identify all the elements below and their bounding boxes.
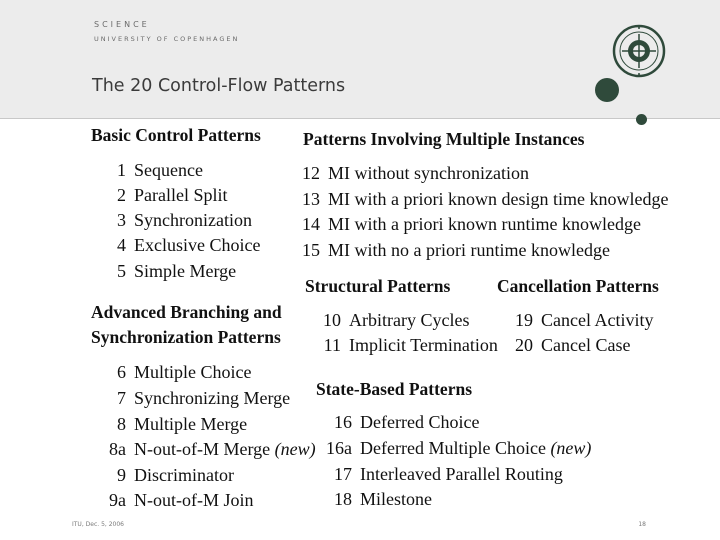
- list-item: 17 Interleaved Parallel Routing: [334, 464, 563, 484]
- list-item: 1 Sequence: [117, 160, 203, 180]
- list-item: 19 Cancel Activity: [515, 310, 654, 330]
- list-item: 16 Deferred Choice: [334, 412, 480, 432]
- list-item: 2 Parallel Split: [117, 185, 228, 205]
- list-item: 10 Arbitrary Cycles: [323, 310, 470, 330]
- list-item: 9a N-out-of-M Join: [109, 490, 254, 510]
- heading-advanced-line2: Synchronization Patterns: [91, 327, 281, 347]
- list-item: 6 Multiple Choice: [117, 362, 252, 382]
- heading-advanced-line1: Advanced Branching and: [91, 302, 282, 322]
- heading-basic: Basic Control Patterns: [91, 125, 261, 145]
- list-item: 13 MI with a priori known design time knowledge: [302, 189, 669, 209]
- slide-header: [0, 0, 720, 119]
- heading-cancellation: Cancellation Patterns: [497, 276, 659, 296]
- university-seal-icon: [612, 24, 666, 78]
- brand-line-university: UNIVERSITY OF COPENHAGEN: [94, 35, 240, 43]
- page-title: The 20 Control-Flow Patterns: [92, 76, 346, 96]
- list-item: 3 Synchronization: [117, 210, 252, 230]
- list-item: 7 Synchronizing Merge: [117, 388, 291, 408]
- list-item: 9 Discriminator: [117, 465, 234, 485]
- list-item: 14 MI with a priori known runtime knowledge: [302, 214, 641, 234]
- list-item: 18 Milestone: [334, 489, 432, 509]
- decorative-dot-small: [636, 114, 647, 125]
- new-tag: (new): [550, 438, 592, 458]
- footer-page-number: 18: [638, 521, 646, 528]
- list-item: 8 Multiple Merge: [117, 414, 248, 434]
- heading-state-based: State-Based Patterns: [316, 379, 473, 399]
- heading-structural: Structural Patterns: [305, 276, 451, 296]
- list-item: 5 Simple Merge: [117, 261, 237, 281]
- list-item: 4 Exclusive Choice: [117, 235, 261, 255]
- new-tag: (new): [274, 439, 316, 459]
- list-item: 16a Deferred Multiple Choice (new): [326, 438, 592, 458]
- brand-line-science: SCIENCE: [94, 20, 150, 29]
- list-item: 8a N-out-of-M Merge (new): [109, 439, 316, 459]
- footer-date: ITU, Dec. 5, 2006: [72, 521, 124, 528]
- list-item: 12 MI without synchronization: [302, 163, 529, 183]
- list-item: 20 Cancel Case: [515, 335, 631, 355]
- list-item: 11 Implicit Termination: [323, 335, 498, 355]
- list-item: 15 MI with no a priori runtime knowledge: [302, 240, 610, 260]
- decorative-dot-large: [595, 78, 619, 102]
- heading-multiple-instances: Patterns Involving Multiple Instances: [303, 129, 585, 149]
